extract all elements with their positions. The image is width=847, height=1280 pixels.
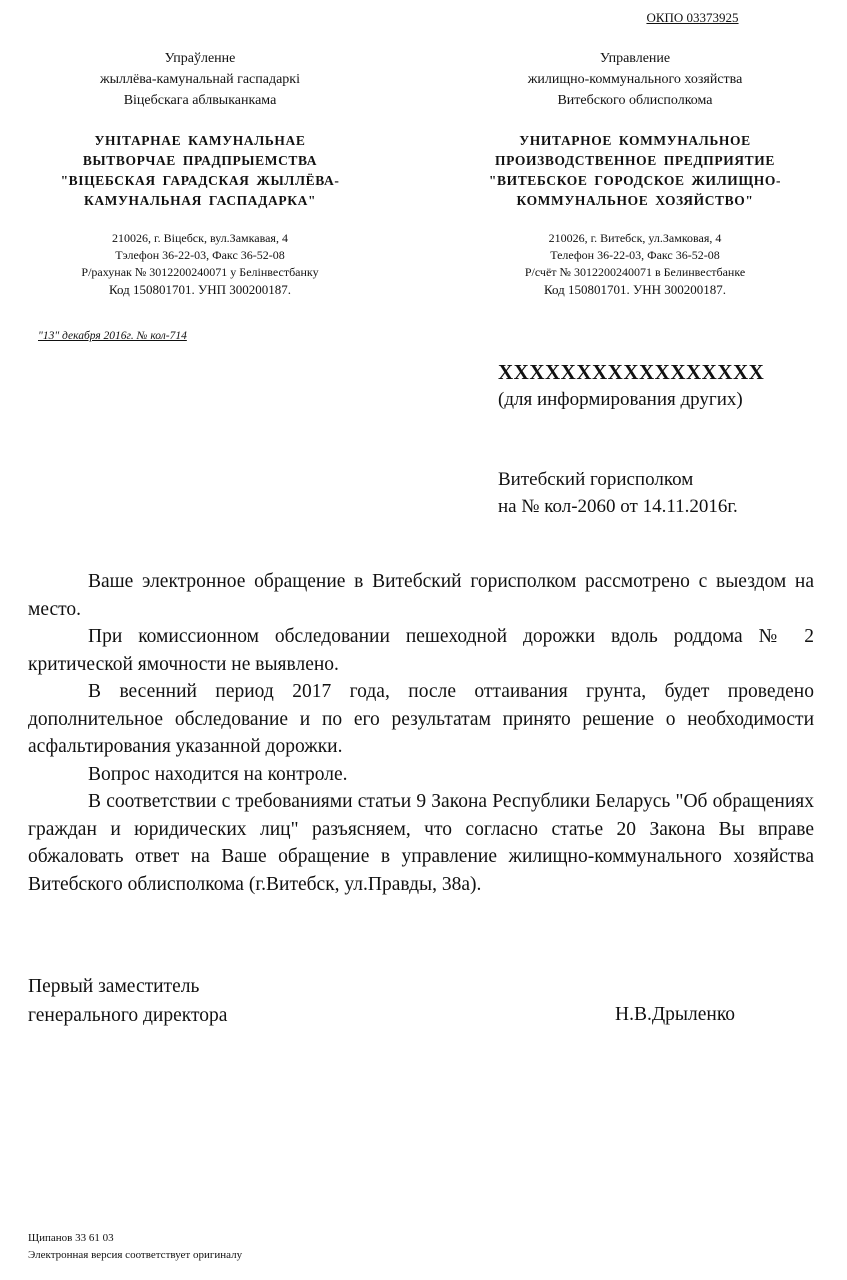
okpo-code: ОКПО 03373925 [646,10,739,25]
signatory-title-line: генерального директора [28,1005,228,1026]
org-name-ru [465,131,805,211]
dept-name-by [30,48,370,111]
address-line: 210026, г. Віцебск, вул.Замкавая, 4 [112,231,288,245]
address-block-ru [465,230,805,298]
dept-name-ru [465,48,805,111]
body-paragraph: Ваше электронное обращение в Витебский горисполком рассмотрено с выездом на место. [28,571,814,620]
org-name-by [30,131,370,211]
electronic-version-note: Электронная версия соответствует оригиналу [28,1249,243,1261]
recipient-name: XXXXXXXXXXXXXXXXX [498,360,765,384]
signatory-title [28,972,227,1030]
phone-line: Телефон 36-22-03, Факс 36-52-08 [550,248,720,262]
body-paragraph: Вопрос находится на контроле. [88,763,348,785]
footer-block [28,1230,242,1264]
outgoing-reference: "13" декабря 2016г. № кол-714 [38,330,187,342]
signatory-name: Н.В.Дрыленко [615,1004,736,1025]
body-paragraph: При комиссионном обследовании пешеходной дорожки вдоль роддома № 2 критической ямочности не выявлено. [28,626,814,675]
dept-line: Віцебскага аблвыканкама [123,93,277,108]
letterhead-russian [465,48,805,298]
dept-line: Витебского облисполкома [557,93,713,108]
recipient-block [498,358,828,520]
address-block-by [30,230,370,298]
bank-account-line: Р/рахунак № 3012200240071 у Белінвестбанку [81,265,319,279]
signatory-title-line: Первый заместитель [28,976,200,997]
incoming-reference: на № кол-2060 от 14.11.2016г. [498,496,738,517]
body-paragraph: В весенний период 2017 года, после оттаивания грунта, будет проведено дополнительное обследование и по его результатам принято решение о необходимости асфальтирования указанной дорожки. [28,681,814,757]
phone-line: Тэлефон 36-22-03, Факс 36-52-08 [115,248,285,262]
gorispolkom-name: Витебский горисполком [498,469,694,490]
org-line: ПРОИЗВОДСТВЕННОЕ ПРЕДПРИЯТИЕ [495,153,775,168]
org-line: ВЫТВОРЧАЕ ПРАДПРЫЕМСТВА [82,153,318,168]
dept-line: Управление [599,51,671,66]
org-line: УНІТАРНАЕ КАМУНАЛЬНАЕ [94,133,306,148]
org-line: КАМУНАЛЬНАЯ ГАСПАДАРКА" [83,193,317,208]
executor-line: Щипанов 33 61 03 [28,1232,114,1244]
letterhead-belarusian [30,48,370,298]
codes-line: Код 150801701. УНП 300200187. [109,282,291,297]
recipient-note: (для информирования других) [498,389,743,410]
org-line: "ВІЦЕБСКАЯ ГАРАДСКАЯ ЖЫЛЛЁВА- [60,173,340,188]
body-paragraph: В соответствии с требованиями статьи 9 Закона Республики Беларусь "Об обращениях граждан и юридических лиц" разъясняем, что согласно статье 20 Закона Вы вправе обжаловать ответ на Ваше обращение в управление жилищно-коммунального хозяйства Витебского облисполкома (г.Витебск, ул.Правды, 38а). [28,791,814,895]
dept-line: Упраўленне [164,51,236,66]
org-line: "ВИТЕБСКОЕ ГОРОДСКОЕ ЖИЛИЩНО- [488,173,782,188]
org-line: УНИТАРНОЕ КОММУНАЛЬНОЕ [519,133,751,148]
dept-line: жилищно-коммунального хозяйства [527,72,743,87]
bank-account-line: Р/счёт № 3012200240071 в Белинвестбанке [524,265,746,279]
codes-line: Код 150801701. УНН 300200187. [544,282,726,297]
dept-line: жыллёва-камунальнай гаспадаркі [99,72,301,87]
letter-body [28,568,814,898]
address-line: 210026, г. Витебск, ул.Замковая, 4 [548,231,722,245]
gorispolkom-block [498,466,828,520]
org-line: КОММУНАЛЬНОЕ ХОЗЯЙСТВО" [516,193,754,208]
